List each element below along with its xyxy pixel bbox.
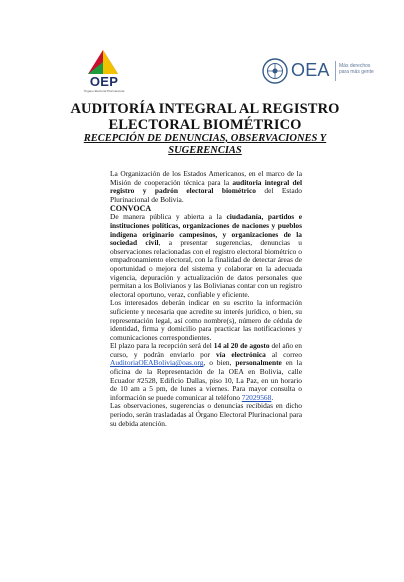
intro-text-2: del Estado Plurinacional de Bolivia. [110, 186, 302, 204]
intro-bold-1: auditoria integral del registro y padrón electoral biométrico [110, 177, 302, 196]
oea-seal-icon [262, 58, 288, 84]
page-title: AUDITORÍA INTEGRAL AL REGISTRO ELECTORAL BIOMÉTRICO [70, 101, 340, 133]
deadline-text-1: El plazo para la recepción será del [110, 341, 214, 351]
deadline-text-5: en la oficina de la Representación de la OEA en Bolivia, calle Ecuador #2528, Edificio Dallas, piso 10, La Paz, en un horario de 10 am a 5 pm, de lunes a viernes. Para mayor consulta o información se puede comunicar al teléfono [110, 358, 302, 402]
convoca-heading: CONVOCA [110, 204, 152, 214]
intro-text-1: La Organización de los Estados Americanos, en el marco de la Misión de cooperación técnica para la [110, 169, 302, 187]
call-text-1: De manera pública y abierta a la [110, 212, 227, 222]
call-text-2: , a presentar sugerencias, denuncias u observaciones relacionadas con el registro electoral biométrico o empadronamiento electoral, con la finalidad de detectar áreas de oportunidad o mejora del sistema y colaborar en la adecuada vigencia, depuración y actualización de datos personales que permitan a los Bolivianos y las Bolivianas contar con un registro electoral oportuno, veraz, confiable y eficiente. [110, 238, 302, 299]
oea-logo-text: OEA [291, 60, 330, 80]
oea-divider [335, 61, 336, 81]
deadline-in-person: personalmente [235, 358, 282, 368]
document-body [110, 170, 302, 428]
deadline-text-6: . [271, 392, 274, 402]
closing-paragraph: Las observaciones, sugerencias o denuncias recibidas en dicho periodo, serán trasladadas al Órgano Electoral Plurinacional para su debida atención. [110, 401, 302, 428]
oea-tagline: Más derechos para más gente [339, 63, 374, 75]
intro-paragraph [110, 170, 302, 204]
page-subtitle: RECEPCIÓN DE DENUNCIAS, OBSERVACIONES Y SUGERENCIAS [83, 133, 327, 156]
call-paragraph [110, 213, 302, 299]
oep-logo-subtext: Órgano Electoral Plurinacional [83, 89, 125, 93]
call-bold-1: ciudadanía, partidos e instituciones políticas, organizaciones de naciones y pueblos indígena originario campesinos, y organizaciones de la sociedad civil [110, 212, 302, 248]
deadline-paragraph [110, 342, 302, 402]
header [0, 0, 404, 98]
deadline-electronic: vía electrónica [215, 349, 266, 359]
phone-link[interactable]: 72029568 [241, 392, 272, 402]
deadline-text-2: del año en curso, y podrán enviarlo por [110, 341, 303, 359]
requirements-paragraph: Los interesados deberán indicar en su escrito la información suficiente y necesaria que acredite su interés jurídico, o bien, su representación legal, así como nombre(s), número de cédula de identidad, firma y domicilio para practicar las notificaciones y comunicaciones correspondientes. [110, 298, 302, 342]
deadline-text-4: , o bien, [203, 358, 236, 368]
oep-logo-text: OEP [89, 74, 119, 89]
deadline-text-3: al correo [265, 349, 302, 359]
deadline-dates: 14 al 20 de agosto [213, 341, 270, 351]
email-link[interactable]: AuditoriaOEABolivia@oas.org [110, 358, 204, 368]
